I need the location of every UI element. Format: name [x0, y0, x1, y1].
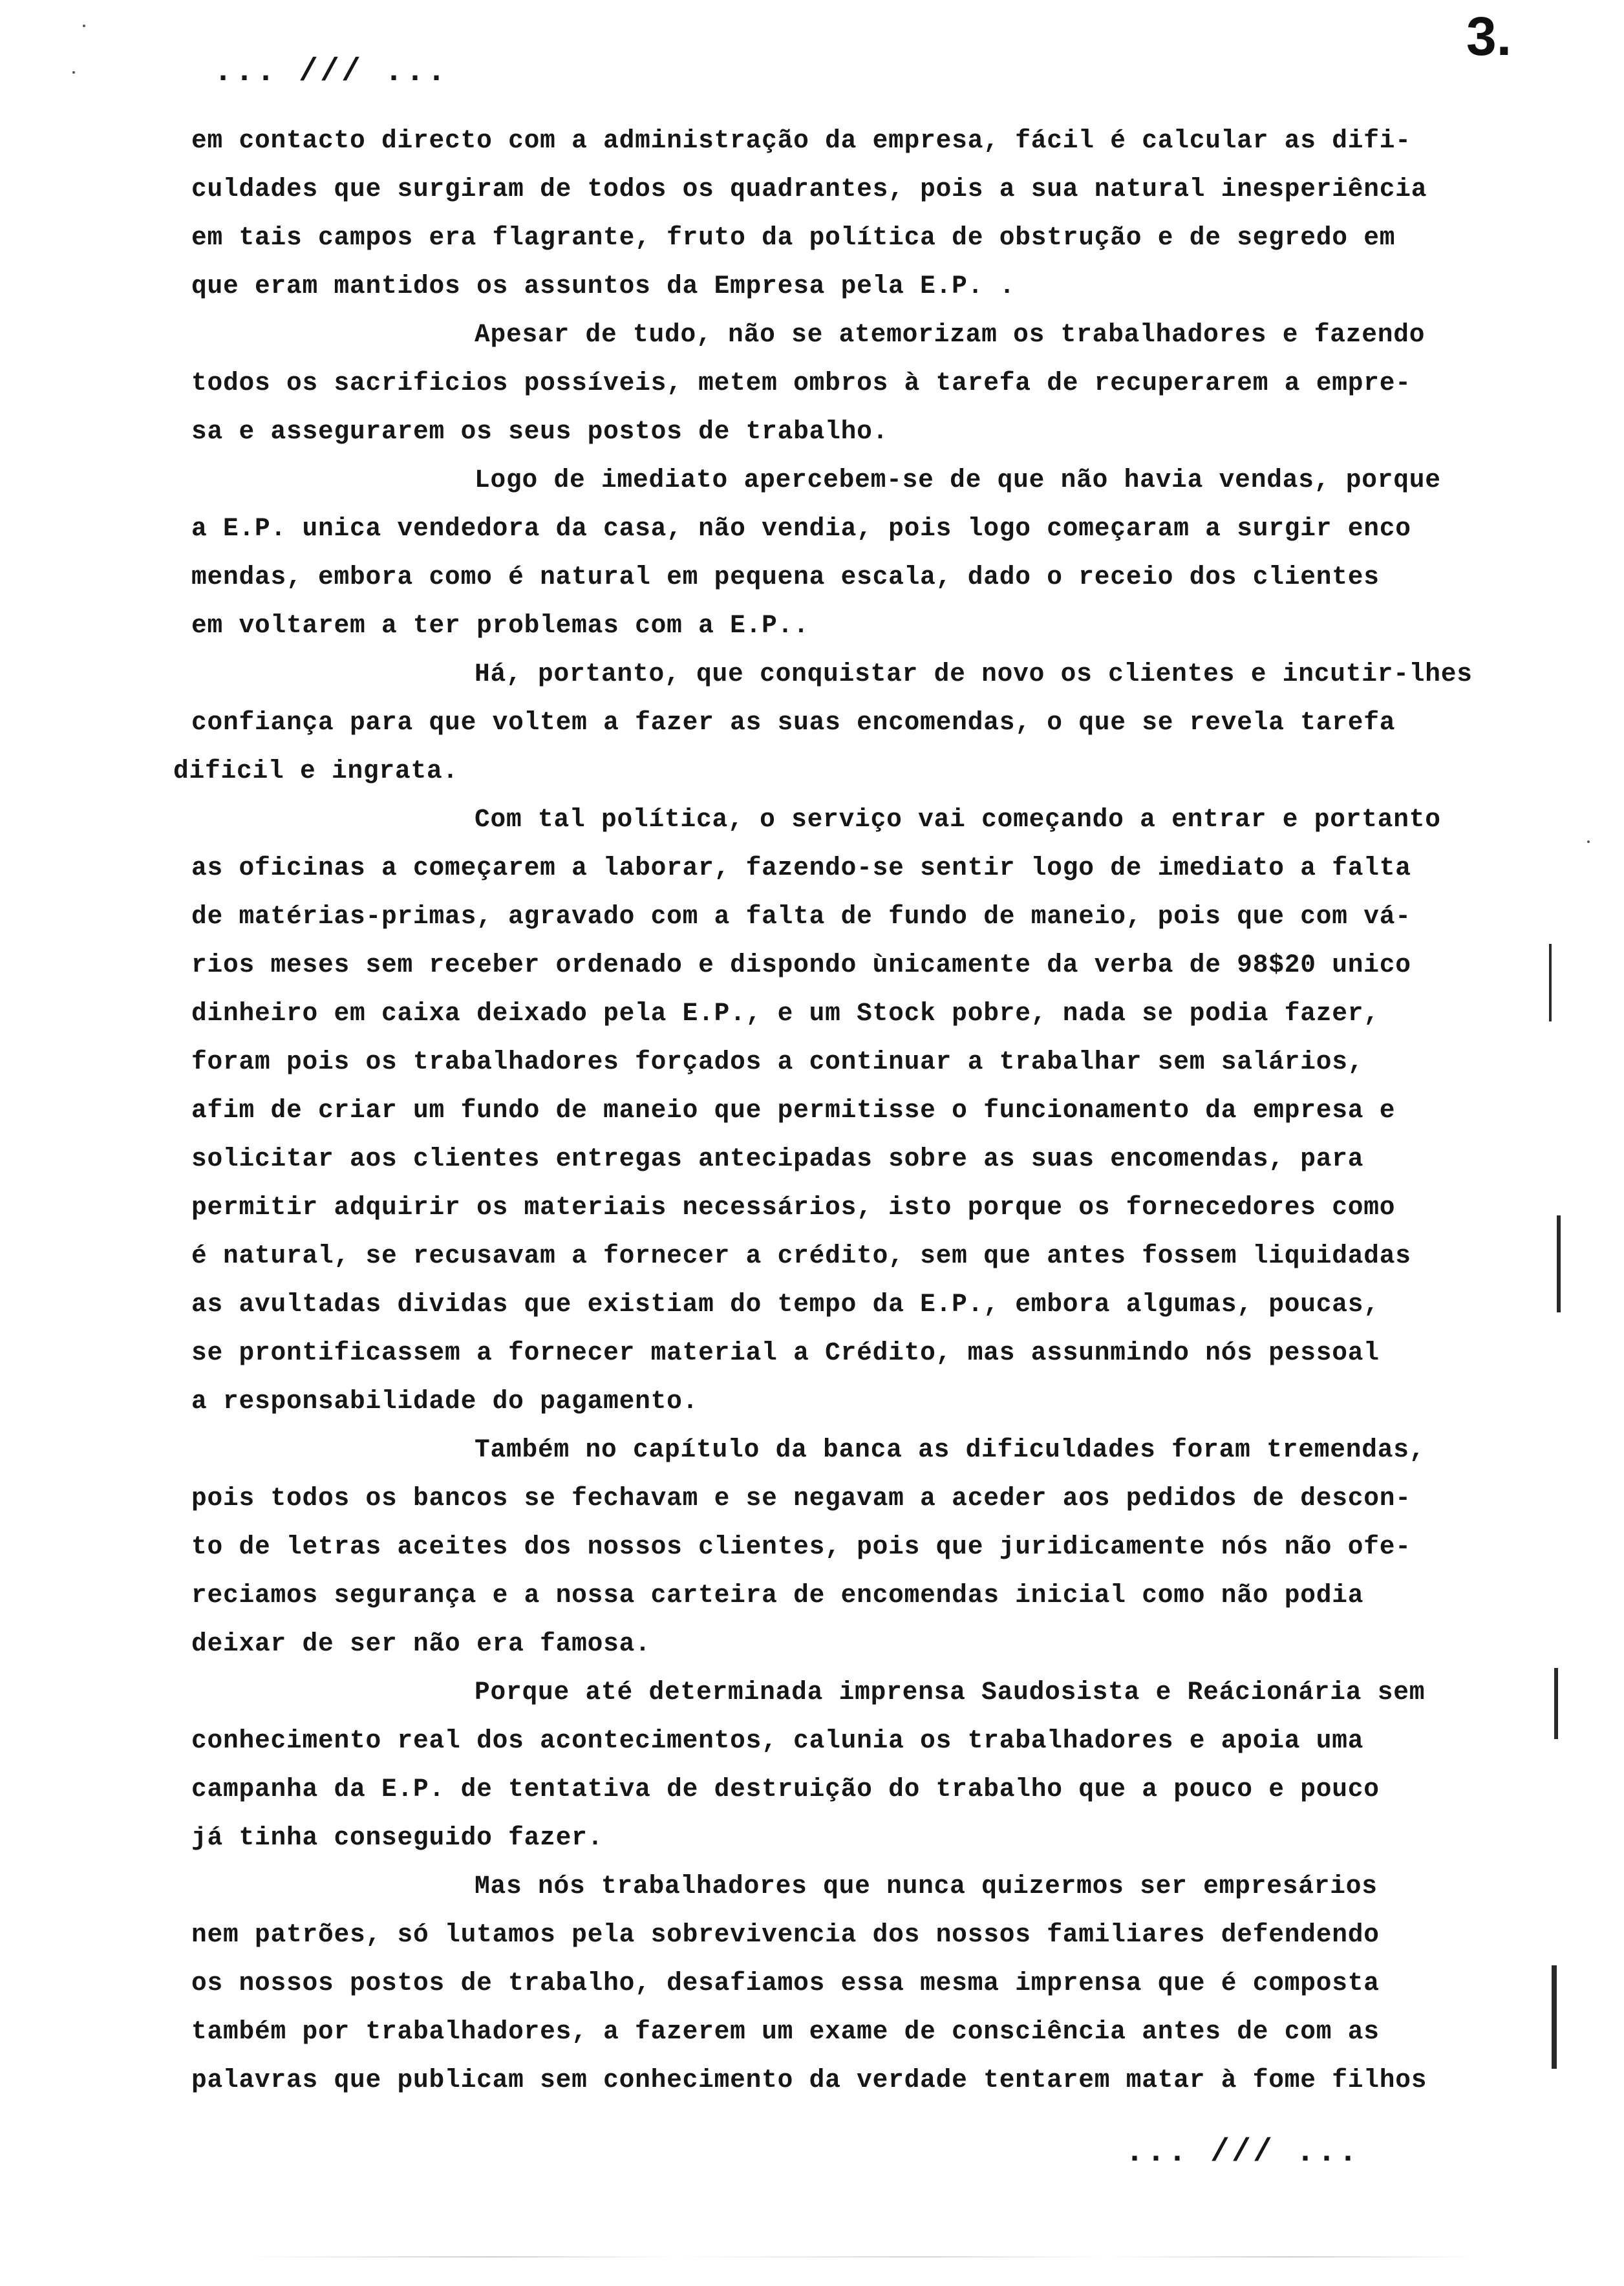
text-line: mendas, embora como é natural em pequena escala, dado o receio dos clientes [191, 562, 1380, 592]
text-line: as oficinas a começarem a laborar, fazendo-se sentir logo de imediato a falta [191, 853, 1411, 882]
text-line: em voltarem a ter problemas com a E.P.. [191, 611, 809, 640]
paragraph-start: Há, portanto, que conquistar de novo os clientes e incutir-lhes [475, 659, 1473, 689]
text-line: as avultadas dividas que existiam do tempo da E.P., embora algumas, poucas, [191, 1290, 1380, 1319]
text-line: em contacto directo com a administração da empresa, fácil é calcular as difi- [191, 126, 1411, 155]
text-line: já tinha conseguido fazer. [191, 1823, 604, 1852]
text-line: rios meses sem receber ordenado e dispondo ùnicamente da verba de 98$20 unico [191, 950, 1411, 979]
scan-speck [1587, 840, 1590, 843]
text-line: nem patrões, só lutamos pela sobrevivencia dos nossos familiares defendendo [191, 1920, 1380, 1949]
continuation-mark-top: ... /// ... [213, 54, 449, 91]
text-line: dinheiro em caixa deixado pela E.P., e um Stock pobre, nada se podia fazer, [191, 999, 1380, 1028]
text-line: permitir adquirir os materiais necessários, isto porque os fornecedores como [191, 1193, 1396, 1222]
text-line: de matérias-primas, agravado com a falta de fundo de maneio, pois que com vá- [191, 902, 1411, 931]
text-line: confiança para que voltem a fazer as suas encomendas, o que se revela tarefa [191, 708, 1396, 737]
text-line: deixar de ser não era famosa. [191, 1629, 651, 1658]
text-line: pois todos os bancos se fechavam e se negavam a aceder aos pedidos de descon- [191, 1484, 1411, 1513]
text-line: reciamos segurança e a nossa carteira de encomendas inicial como não podia [191, 1581, 1364, 1610]
text-line: culdades que surgiram de todos os quadrantes, pois a sua natural inesperiência [191, 175, 1427, 204]
scan-margin-mark [1557, 1215, 1561, 1312]
scan-margin-mark [1549, 944, 1552, 1021]
scan-speck [83, 25, 85, 27]
paragraph-start: Logo de imediato apercebem-se de que não havia vendas, porque [475, 465, 1441, 495]
paragraph-start: Com tal política, o serviço vai começando a entrar e portanto [475, 805, 1441, 834]
text-line: campanha da E.P. de tentativa de destruição do trabalho que a pouco e pouco [191, 1775, 1380, 1804]
text-line: se prontificassem a fornecer material a Crédito, mas assunmindo nós pessoal [191, 1338, 1380, 1367]
paragraph-start: Porque até determinada imprensa Saudosista e Reácionária sem [475, 1678, 1426, 1707]
scan-speck [72, 71, 75, 74]
text-line: to de letras aceites dos nossos clientes, pois que juridicamente nós não ofe- [191, 1532, 1411, 1561]
text-line: é natural, se recusavam a fornecer a crédito, sem que antes fossem liquidadas [191, 1241, 1411, 1270]
text-line: solicitar aos clientes entregas antecipadas sobre as suas encomendas, para [191, 1144, 1364, 1173]
text-line: a E.P. unica vendedora da casa, não vendia, pois logo começaram a surgir enco [191, 514, 1411, 543]
text-line: em tais campos era flagrante, fruto da política de obstrução e de segredo em [191, 223, 1396, 252]
page-number: 3. [1466, 6, 1512, 67]
text-line: afim de criar um fundo de maneio que permitisse o funcionamento da empresa e [191, 1096, 1396, 1125]
text-line: todos os sacrificios possíveis, metem ombros à tarefa de recuperarem a empre- [191, 369, 1411, 398]
continuation-mark-bottom: ... /// ... [1125, 2134, 1360, 2171]
text-line: sa e assegurarem os seus postos de trabalho. [191, 417, 889, 446]
text-line: conhecimento real dos acontecimentos, calunia os trabalhadores e apoia uma [191, 1726, 1364, 1755]
text-line: também por trabalhadores, a fazerem um exame de consciência antes de com as [191, 2017, 1380, 2046]
scan-margin-mark [1554, 1668, 1558, 1739]
text-line: foram pois os trabalhadores forçados a continuar a trabalhar sem salários, [191, 1047, 1364, 1076]
body-text [173, 116, 1568, 2104]
text-line: dificil e ingrata. [173, 756, 459, 785]
text-line: a responsabilidade do pagamento. [191, 1387, 699, 1416]
paragraph-start: Também no capítulo da banca as dificuldades foram tremendas, [475, 1435, 1426, 1464]
scan-margin-mark [1552, 1965, 1557, 2069]
text-line: os nossos postos de trabalho, desafiamos essa mesma imprensa que é composta [191, 1969, 1380, 1998]
scan-edge [246, 2256, 1474, 2258]
paragraph-start: Apesar de tudo, não se atemorizam os trabalhadores e fazendo [475, 320, 1426, 349]
text-line: palavras que publicam sem conhecimento da verdade tentarem matar à fome filhos [191, 2066, 1427, 2095]
text-line: que eram mantidos os assuntos da Empresa pela E.P. . [191, 272, 1016, 301]
paragraph-start: Mas nós trabalhadores que nunca quizermos ser empresários [475, 1872, 1378, 1901]
